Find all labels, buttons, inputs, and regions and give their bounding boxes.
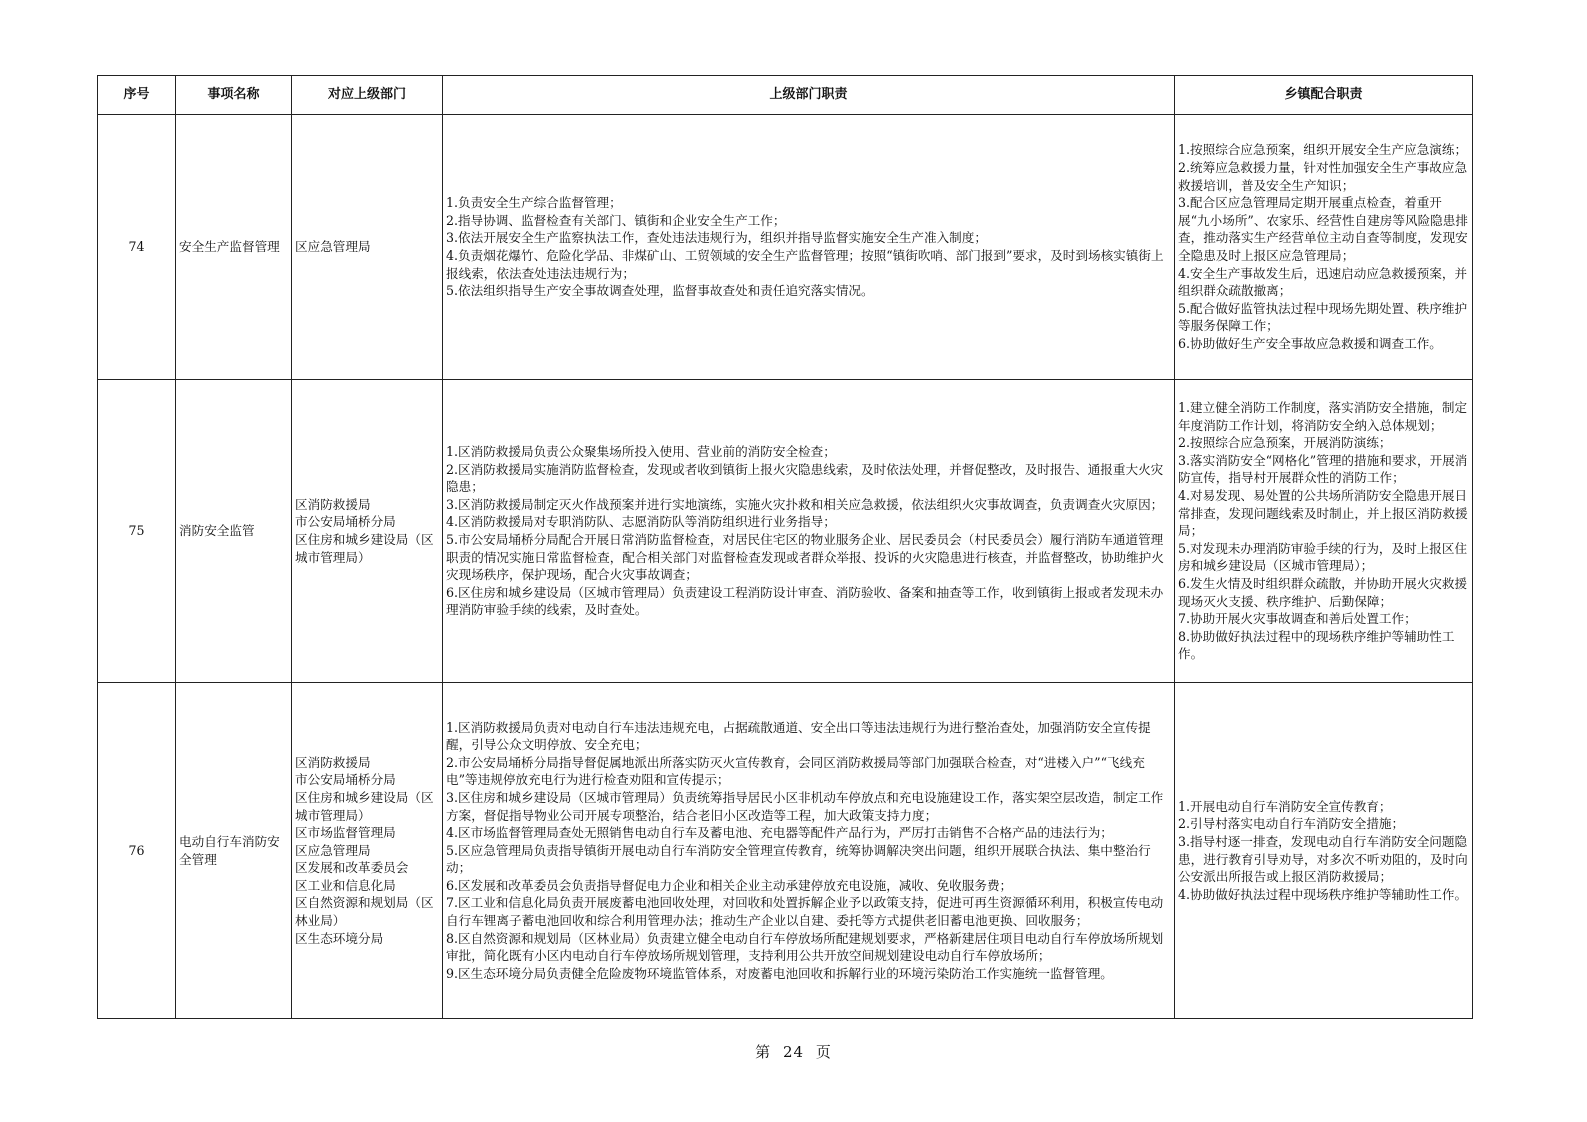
dept-line: 区发展和改革委员会 xyxy=(295,860,409,876)
duty-line: 1.区消防救援局负责公众聚集场所投入使用、营业前的消防安全检查； xyxy=(446,444,836,460)
town-duty-line: 5.配合做好监管执法过程中现场先期处置、秩序维护等服务保障工作； xyxy=(1178,300,1468,334)
dept-line: 区工业和信息化局 xyxy=(295,877,396,893)
duty-line: 3.区消防救援局制定灭火作战预案并进行实地演练，实施火灾扑救和相关应急救援，依法组织火灾事故调查，负责调查火灾原因； xyxy=(446,496,1164,512)
town-duty-line: 3.配合区应急管理局定期开展重点检查，着重开展“九小场所”、农家乐、经营性自建房等风险隐患排查，推动落实生产经营单位主动自查等制度，发现安全隐患及时上报区应急管理局； xyxy=(1178,195,1468,263)
town-duty-line: 1.开展电动自行车消防安全宣传教育； xyxy=(1178,798,1392,814)
duty-line: 7.区工业和信息化局负责开展废蓄电池回收处理，对回收和处置拆解企业予以政策支持，促进可再生资源循环利用，积极宣传电动自行车锂离子蓄电池回收和综合利用管理办法；推动生产企业以自建、委托等方式提供老旧蓄电池更换、回收服务； xyxy=(446,895,1164,929)
serial-cell: 74 xyxy=(98,115,176,380)
town-duty-line: 2.按照综合应急预案，开展消防演练； xyxy=(1178,435,1392,451)
dept-line: 区市场监督管理局 xyxy=(295,825,396,841)
superior-duties-cell xyxy=(443,683,1175,1019)
header-town-duties: 乡镇配合职责 xyxy=(1175,76,1473,115)
duty-line: 2.指导协调、监督检查有关部门、镇街和企业安全生产工作； xyxy=(446,212,786,228)
dept-line: 区住房和城乡建设局（区城市管理局） xyxy=(295,532,434,565)
serial-cell: 76 xyxy=(98,683,176,1019)
town-duty-line: 2.统筹应急救援力量，针对性加强安全生产事故应急救援培训，普及安全生产知识； xyxy=(1178,160,1468,193)
duty-line: 6.区住房和城乡建设局（区城市管理局）负责建设工程消防设计审查、消防验收、备案和抽查等工作，收到镇街上报或者发现未办理消防审验手续的线索，及时查处。 xyxy=(446,584,1164,618)
superior-dept-cell xyxy=(292,683,443,1019)
town-duty-line: 4.安全生产事故发生后，迅速启动应急救援预案，并组织群众疏散撤离； xyxy=(1178,265,1468,299)
town-duty-line: 4.协助做好执法过程中现场秩序维护等辅助性工作。 xyxy=(1178,886,1468,902)
table-row xyxy=(98,115,1473,380)
town-duty-line: 4.对易发现、易处置的公共场所消防安全隐患开展日常排查，发现问题线索及时制止，并上报区消防救援局； xyxy=(1178,488,1468,539)
superior-duties-cell xyxy=(443,115,1175,380)
duty-line: 2.市公安局埇桥分局指导督促属地派出所落实防灭火宣传教育，会同区消防救援局等部门加强联合检查，对“进楼入户”“飞线充电”等违规停放充电行为进行检查劝阻和宣传提示； xyxy=(446,754,1145,788)
town-duty-line: 3.落实消防安全“网格化”管理的措施和要求，开展消防宣传，指导村开展群众性的消防工作； xyxy=(1178,452,1468,486)
duty-line: 5.区应急管理局负责指导镇街开展电动自行车消防安全管理宣传教育，统筹协调解决突出问题，组织开展联合执法、集中整治行动； xyxy=(446,842,1151,876)
town-duty-line: 1.建立健全消防工作制度，落实消防安全措施，制定年度消防工作计划，将消防安全纳入总体规划； xyxy=(1178,400,1468,433)
responsibility-table-container xyxy=(97,75,1472,1019)
town-duty-line: 5.对发现未办理消防审验手续的行为，及时上报区住房和城乡建设局（区城市管理局）； xyxy=(1178,540,1468,574)
duty-line: 9.区生态环境分局负责健全危险废物环境监管体系，对废蓄电池回收和拆解行业的环境污染防治工作实施统一监督管理。 xyxy=(446,965,1113,981)
page-value: 24 xyxy=(782,1043,805,1061)
dept-line: 区应急管理局 xyxy=(295,842,371,858)
page-suffix: 页 xyxy=(815,1043,832,1061)
item-name-cell: 安全生产监督管理 xyxy=(176,115,292,380)
duty-line: 4.区市场监督管理局查处无照销售电动自行车及蓄电池、充电器等配件产品行为，严厉打击销售不合格产品的违法行为； xyxy=(446,825,1113,841)
town-duties-cell xyxy=(1175,380,1473,683)
duty-line: 1.区消防救援局负责对电动自行车违法违规充电，占据疏散通道、安全出口等违法违规行为进行整治查处，加强消防安全宣传提醒，引导公众文明停放、安全充电； xyxy=(446,719,1151,753)
town-duty-line: 3.指导村逐一排查，发现电动自行车消防安全问题隐患，进行教育引导劝导，对多次不听劝阻的，及时向公安派出所报告或上报区消防救援局； xyxy=(1178,833,1468,885)
town-duty-line: 2.引导村落实电动自行车消防安全措施； xyxy=(1178,816,1405,832)
superior-dept-cell xyxy=(292,115,443,380)
table-header-row xyxy=(98,76,1473,115)
duty-line: 2.区消防救援局实施消防监督检查，发现或者收到镇街上报火灾隐患线索，及时依法处理，并督促整改，及时报告、通报重大火灾隐患； xyxy=(446,461,1164,495)
town-duties-cell xyxy=(1175,115,1473,380)
responsibility-table xyxy=(97,75,1473,1019)
town-duty-line: 6.协助做好生产安全事故应急救援和调查工作。 xyxy=(1178,335,1442,351)
dept-line: 区住房和城乡建设局（区城市管理局） xyxy=(295,789,434,823)
dept-line: 区应急管理局 xyxy=(295,239,371,255)
town-duty-line: 8.协助做好执法过程中的现场秩序维护等辅助性工作。 xyxy=(1178,628,1455,662)
dept-line: 市公安局埇桥分局 xyxy=(295,772,396,788)
table-row xyxy=(98,683,1473,1019)
header-superior-dept: 对应上级部门 xyxy=(292,76,443,115)
serial-cell: 75 xyxy=(98,380,176,683)
superior-dept-cell xyxy=(292,380,443,683)
dept-line: 区自然资源和规划局（区林业局） xyxy=(295,895,434,929)
town-duty-line: 6.发生火情及时组织群众疏散，并协助开展火灾救援现场灭火支援、秩序维护、后勤保障； xyxy=(1178,575,1468,609)
town-duties-cell xyxy=(1175,683,1473,1019)
superior-duties-cell xyxy=(443,380,1175,683)
page-number xyxy=(0,1041,1587,1062)
item-name-cell: 电动自行车消防安全管理 xyxy=(176,683,292,1019)
item-name-cell: 消防安全监管 xyxy=(176,380,292,683)
header-superior-duties: 上级部门职责 xyxy=(443,76,1175,115)
duty-line: 4.负责烟花爆竹、危险化学品、非煤矿山、工贸领域的安全生产监督管理；按照“镇街吹哨、部门报到”要求，及时到场核实镇街上报线索，依法查处违法违规行为； xyxy=(446,248,1164,281)
duty-line: 6.区发展和改革委员会负责指导督促电力企业和相关企业主动承建停放充电设施，减收、免收服务费； xyxy=(446,877,1013,893)
duty-line: 4.区消防救援局对专职消防队、志愿消防队等消防组织进行业务指导； xyxy=(446,514,836,530)
dept-line: 区消防救援局 xyxy=(295,496,371,512)
duty-line: 3.依法开展安全生产监察执法工作，查处违法违规行为，组织并指导监督实施安全生产准入制度； xyxy=(446,230,987,246)
dept-line: 市公安局埇桥分局 xyxy=(295,514,396,530)
town-duty-line: 1.按照综合应急预案，组织开展安全生产应急演练； xyxy=(1178,142,1468,158)
duty-line: 5.市公安局埇桥分局配合开展日常消防监督检查，对居民住宅区的物业服务企业、居民委员会（村民委员会）履行消防车通道管理职责的情况实施日常监督检查，配合相关部门对监督检查发现或者群众举报、投诉的火灾隐患进行核查，并监督整改，协助维护火灾现场秩序，保护现场，配合火灾事故调查； xyxy=(446,532,1164,583)
header-serial: 序号 xyxy=(98,76,176,115)
duty-line: 3.区住房和城乡建设局（区城市管理局）负责统筹指导居民小区非机动车停放点和充电设施建设工作，落实架空层改造，制定工作方案，督促指导物业公司开展专项整治，结合老旧小区改造等工程，加大政策支持力度； xyxy=(446,789,1164,823)
dept-line: 区消防救援局 xyxy=(295,754,371,770)
table-row xyxy=(98,380,1473,683)
duty-line: 1.负责安全生产综合监督管理； xyxy=(446,195,622,211)
header-item-name: 事项名称 xyxy=(176,76,292,115)
duty-line: 5.依法组织指导生产安全事故调查处理，监督事故查处和责任追究落实情况。 xyxy=(446,283,874,299)
page-prefix: 第 xyxy=(755,1043,772,1061)
dept-line: 区生态环境分局 xyxy=(295,930,384,946)
duty-line: 8.区自然资源和规划局（区林业局）负责建立健全电动自行车停放场所配建规划要求，严格新建居住项目电动自行车停放场所规划审批，简化既有小区内电动自行车停放场所规划管理，支持利用公共开放空间规划建设电动自行车停放场所； xyxy=(446,930,1164,964)
town-duty-line: 7.协助开展火灾事故调查和善后处置工作； xyxy=(1178,611,1417,627)
